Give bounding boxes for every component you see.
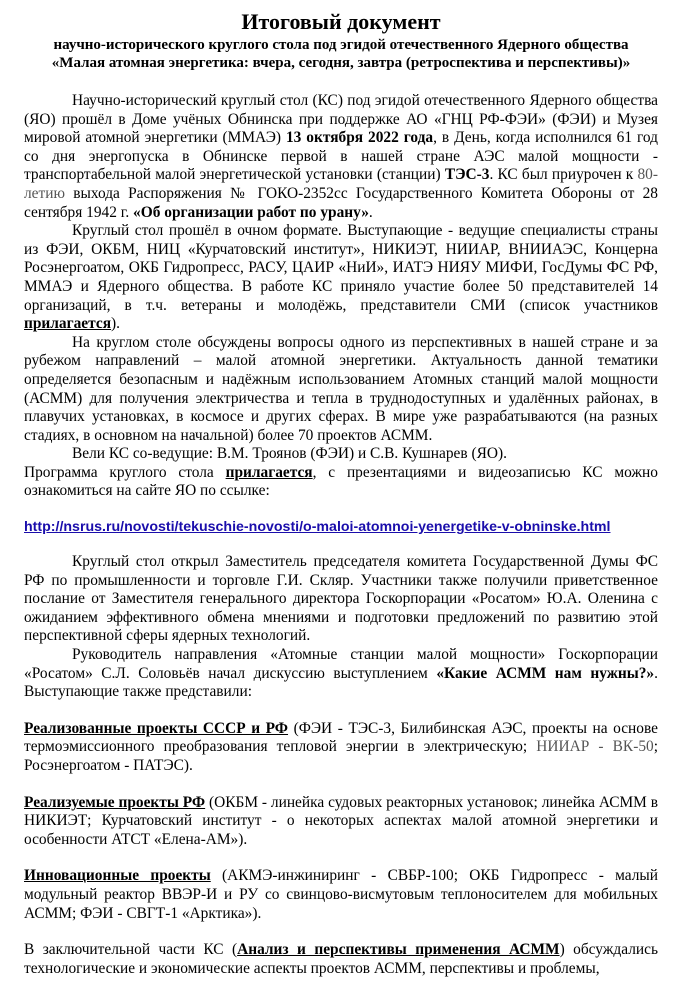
- order-title: «Об организации работ по урану»: [133, 203, 369, 221]
- section-realized-projects: Реализованные проекты СССР и РФ (ФЭИ - ТЭС-3, Билибинская АЭС, проекты на основе термоэмиссионного преобразования тепловой энергии в электрическую; НИИАР - ВК-50; Росэнергоатом - ПАТЭС).: [24, 719, 658, 774]
- participants-attached-link[interactable]: прилагается: [24, 315, 112, 333]
- document-title: Итоговый документ: [241, 9, 441, 34]
- paragraph-program: Программа круглого стола прилагается, с презентациями и видеозаписью КС можно ознакомиться на сайте ЯО по ссылке:: [24, 463, 658, 500]
- section-heading-innovative: Инновационные проекты: [24, 867, 211, 885]
- document-page: [24, 8, 658, 978]
- paragraph-hosts: Вели КС со-ведущие: В.М. Троянов (ФЭИ) и С.В. Кушнарев (ЯО).: [72, 445, 507, 463]
- paragraph-format: Круглый стол прошёл в очном формате. Выступающие - ведущие специалисты страны из ФЭИ, ОКБМ, НИЦ «Курчатовский институт», НИКИЭТ, НИИАР, ВНИИАЭС, Концерна Росэнергоатом, ОКБ Гидропресс, РАСУ, ЦАИР «НиИ», ИАТЭ НИЯУ МИФИ, ГосДумы ФС РФ, ММАЭ и Ядерного общества. В работе КС приняло участие более 50 представителей 14 организаций, в т.ч. ветераны и молодёжь, представители СМИ (список участников прилагается).: [24, 222, 658, 333]
- paragraph-topic: На круглом столе обсуждены вопросы одного из перспективных в нашей стране и за рубежом направлений – малой атомной энергетики. Актуальность данной тематики определяется безопасным и надёжным использованием Атомных станций малой мощности (АСММ) для получения электричества и тепла в труднодоступных и удалённых районах, в плавучих установках, в космосе и других сферах. В мире уже разрабатываются (на разных стадиях, в основном на начальной) более 70 проектов АСММ.: [24, 333, 658, 444]
- talk-title: «Какие АСММ нам нужны?»: [436, 664, 655, 682]
- section-ongoing-projects: Реализуемые проекты РФ (ОКБМ - линейка судовых реакторных установок; линейка АСММ в НИКИЭТ; Курчатовский институт - о некоторых аспектах малой атомной энергетики и особенности АТСТ «Елена-АМ»).: [24, 793, 659, 848]
- paragraph-opening: Круглый стол открыл Заместитель председателя комитета Государственной Думы ФС РФ по промышленности и торговле Г.И. Скляр. Участники также получили приветственное послание от Заместителя генерального директора Госкорпорации «Росатом» Ю.А. Оленина с ожиданием эффективного обмена мнениями и подготовки предложений по развитию этой перспективной сферы ядерных технологий.: [24, 553, 658, 645]
- document-subtitle-line-2: «Малая атомная энергетика: вчера, сегодня, завтра (ретроспектива и перспективы)»: [51, 55, 631, 71]
- paragraph-intro: Научно-исторический круглый стол (КС) под эгидой отечественного Ядерного общества (ЯО) прошёл в Доме учёных Обнинска при поддержке АО «ГНЦ РФ-ФЭИ» (ФЭИ) и Музея мировой атомной энергетики (ММАЭ) 13 октября 2022 года, в День, когда исполнился 61 год со дня энергопуска в Обнинске первой в нашей стране АЭС малой мощности - транспортабельной малой энергетической установки (станции) ТЭС-3. КС был приурочен к 80-летию выхода Распоряжения № ГОКО-2352сс Государственного Комитета Обороны от 28 сентября 1942 г. «Об организации работ по урану».: [24, 92, 658, 221]
- section-innovative-projects: Инновационные проекты (АКМЭ-инжиниринг - СВБР-100; ОКБ Гидропресс - малый модульный реактор ВВЭР-И и РУ со свинцово-висмутовым теплоносителем для мобильных АСММ; ФЭИ - СВГТ-1 «Арктика»).: [24, 867, 658, 922]
- section-heading-analysis: Анализ и перспективы применения АСММ: [237, 941, 560, 959]
- tes-3-name: ТЭС-3: [444, 166, 490, 184]
- event-date: 13 октября 2022 года: [285, 129, 434, 147]
- document-subtitle-line-1: научно-исторического круглого стола под эгидой отечественного Ядерного общества: [53, 37, 629, 53]
- section-heading-realized: Реализованные проекты СССР и РФ: [24, 719, 289, 737]
- recording-url-link[interactable]: http://nsrus.ru/novosti/tekuschie-novosti/o-maloi-atomnoi-yenergetike-v-obninske.html: [24, 519, 611, 536]
- program-attached-link[interactable]: прилагается: [225, 463, 313, 481]
- paragraph-conclusion: В заключительной части КС (Анализ и перспективы применения АСММ) обсуждались технологические и экономические аспекты проектов АСММ, перспективы и проблемы,: [24, 941, 658, 977]
- paragraph-discussion: Руководитель направления «Атомные станции малой мощности» Госкорпорации «Росатом» С.Л. Соловьёв начал дискуссию выступлением «Какие АСММ нам нужны?». Выступающие также представили:: [24, 646, 658, 701]
- section-heading-ongoing: Реализуемые проекты РФ: [24, 793, 206, 811]
